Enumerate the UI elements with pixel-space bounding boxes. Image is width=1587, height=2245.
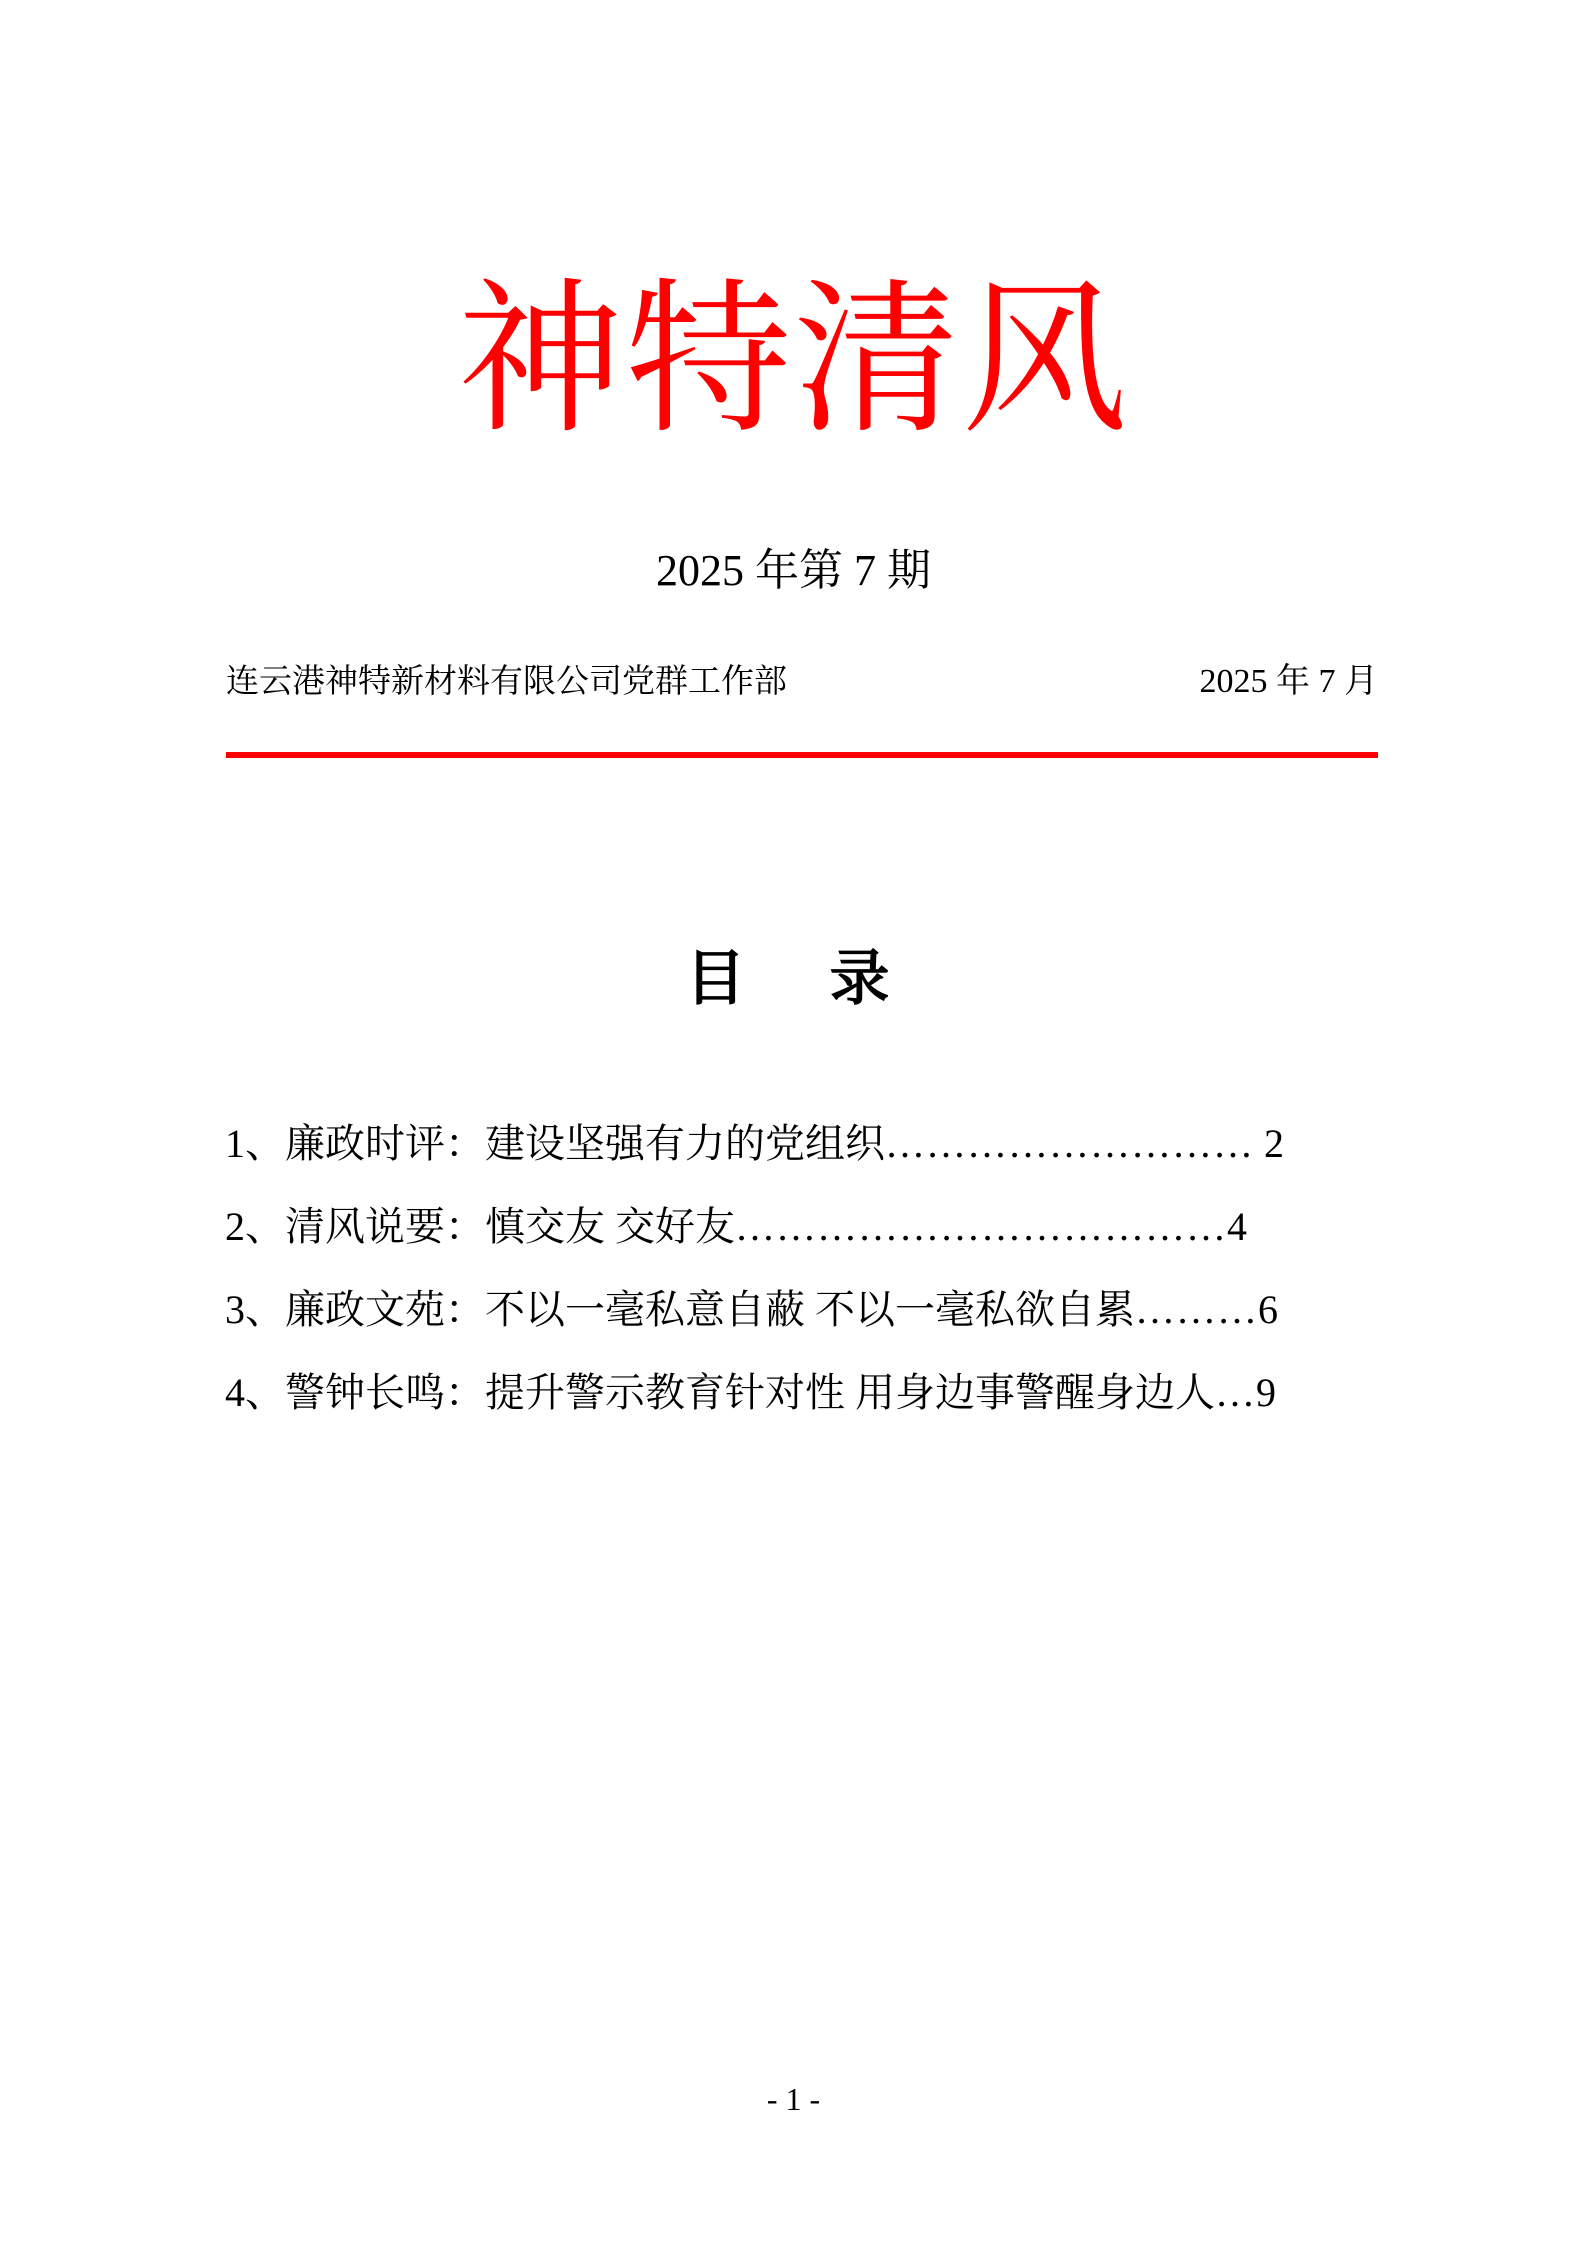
toc-item-label: 4、警钟长鸣：提升警示教育针对性 用身边事警醒身边人 xyxy=(225,1370,1215,1415)
toc-item-page: 2 xyxy=(1254,1121,1284,1166)
toc-item xyxy=(225,1185,1378,1268)
toc-item-page: 6 xyxy=(1258,1287,1278,1332)
toc-item-leader: … xyxy=(1215,1370,1256,1415)
masthead-title: 神特清风 xyxy=(457,269,1130,453)
toc-item xyxy=(225,1102,1378,1185)
issue-date: 2025 年 7 月 xyxy=(1199,663,1378,700)
toc-list xyxy=(225,1102,1378,1434)
toc-heading: 目 录 xyxy=(685,946,902,1012)
publisher-name: 连云港神特新材料有限公司党群工作部 xyxy=(226,664,787,700)
page-number-footer: - 1 - xyxy=(766,2081,821,2117)
toc-item xyxy=(225,1268,1378,1351)
toc-item xyxy=(225,1351,1378,1434)
toc-item-label: 3、廉政文苑：不以一毫私意自蔽 不以一毫私欲自累 xyxy=(225,1287,1135,1332)
toc-item-page: 9 xyxy=(1256,1370,1276,1415)
issue-number-line: 2025 年第 7 期 xyxy=(656,546,931,595)
red-divider-rule xyxy=(226,752,1378,758)
toc-item-label: 1、廉政时评：建设坚强有力的党组织 xyxy=(225,1121,885,1166)
toc-item-leader: ……… xyxy=(1135,1287,1258,1332)
toc-item-leader: ……………………………… xyxy=(735,1204,1227,1249)
toc-item-page: 4 xyxy=(1227,1204,1247,1249)
toc-item-leader: ……………………… xyxy=(885,1121,1254,1166)
toc-item-label: 2、清风说要：慎交友 交好友 xyxy=(225,1204,735,1249)
publisher-row xyxy=(226,660,1378,704)
